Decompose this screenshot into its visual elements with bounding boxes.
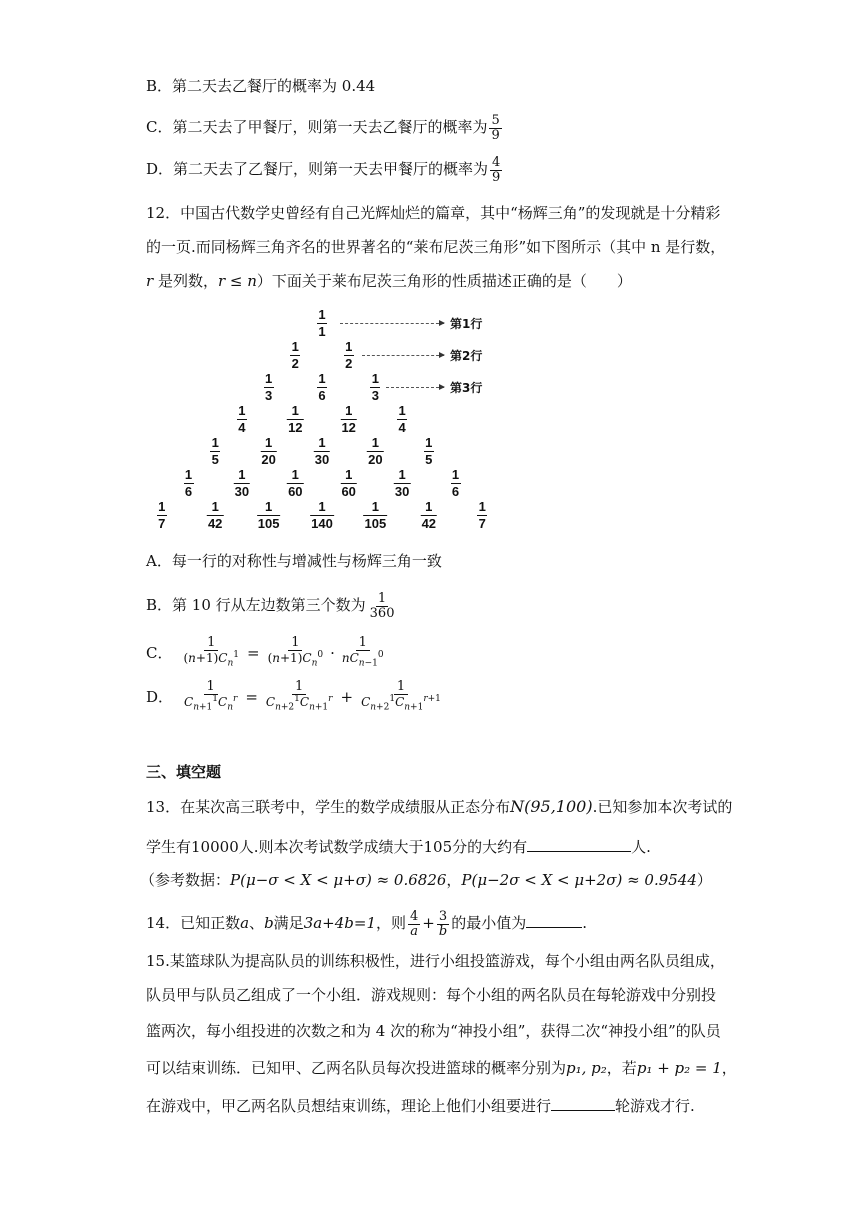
triangle-entry-r4-c1: 1 4 bbox=[238, 403, 246, 436]
q15-line-1: 15.某篮球队为提高队员的训练积极性，进行小组投篮游戏，每个小组由两名队员组成， bbox=[146, 952, 725, 970]
triangle-entry-r7-c3: 1 105 bbox=[257, 499, 280, 532]
q11-option-d-text: D．第二天去了乙餐厅，则第一天去甲餐厅的概率为 bbox=[146, 160, 489, 179]
triangle-entry-r3-c1: 1 3 bbox=[264, 371, 273, 404]
q15-line-2: 队员甲与队员乙组成了一个小组．游戏规则：每个小组的两名队员在每轮游戏中分别投 bbox=[146, 986, 717, 1004]
row-3-leader-arrow bbox=[386, 387, 444, 388]
q12-option-b: B．第 10 行从左边数第三个数为 $\frac{1}{360}$ bbox=[146, 591, 395, 621]
q13-answer-blank[interactable] bbox=[527, 837, 631, 852]
triangle-entry-r7-c7: 1 7 bbox=[478, 499, 486, 532]
triangle-entry-r6-c6: 1 6 bbox=[451, 467, 460, 500]
q13-line-1: 13．在某次高三联考中，学生的数学成绩服从正态分布N(95,100).已知参加本次考试的 bbox=[146, 797, 733, 816]
row-1-leader-arrow bbox=[340, 323, 444, 324]
q12-option-d: D． $\frac{1}{C_{n+1}^1C_n^r}$ = $\frac{1}{C_{n+2}^1C_{n+1}^r}$ + $\frac{1}{C_{n+2}^1C_{n+1}^{r+1}}$ bbox=[146, 679, 441, 713]
triangle-entry-r2-c2: 1 2 bbox=[345, 339, 353, 372]
q12-line-2: 的一页.而同杨辉三角齐名的世界著名的“莱布尼茨三角形”如下图所示（其中 n 是行数， bbox=[146, 238, 726, 256]
triangle-entry-r5-c2: 1 20 bbox=[261, 435, 276, 468]
triangle-entry-r7-c2: 1 42 bbox=[207, 499, 223, 532]
row-2-leader-arrow bbox=[362, 355, 444, 356]
q15-answer-blank[interactable] bbox=[551, 1096, 615, 1111]
q14-line: 14．已知正数a、b满足3a+4b=1，则 $\frac{4}{a}$ + $\frac{3}{b}$ 的最小值为 . bbox=[146, 909, 587, 939]
q15-line-5: 在游戏中，甲乙两名队员想结束训练，理论上他们小组要进行 轮游戏才行. bbox=[146, 1097, 695, 1115]
q12-option-a: A．每一行的对称性与增减性与杨辉三角一致 bbox=[146, 552, 442, 570]
q13-reference: （参考数据：P(μ−σ < X < μ+σ) ≈ 0.6826，P(μ−2σ < X < μ+2σ) ≈ 0.9544） bbox=[140, 871, 712, 889]
triangle-entry-r6-c1: 1 6 bbox=[184, 467, 193, 500]
q11-option-c-text: C．第二天去了甲餐厅，则第一天去乙餐厅的概率为 bbox=[146, 118, 488, 137]
q11-option-d-fraction: $\frac{4}{9}$ bbox=[492, 155, 501, 185]
triangle-entry-r6-c4: 1 60 bbox=[341, 467, 356, 500]
section-title: 三、填空题 bbox=[146, 763, 222, 781]
q11-option-b: B．第二天去乙餐厅的概率为 0.44 bbox=[146, 77, 376, 95]
triangle-entry-r7-c1: 1 7 bbox=[158, 499, 166, 532]
q12-line-3: r 是列数，r ≤ n）下面关于莱布尼茨三角形的性质描述正确的是（ ） bbox=[146, 272, 632, 290]
triangle-entry-r6-c3: 1 60 bbox=[288, 467, 303, 500]
triangle-entry-r3-c3: 1 3 bbox=[371, 371, 379, 404]
q15-line-3: 篮两次，每小组投进的次数之和为 4 次的称为“神投小组”，获得二次“神投小组”的队员 bbox=[146, 1022, 721, 1040]
triangle-entry-r4-c2: 1 12 bbox=[288, 403, 303, 436]
q13-line-2: 学生有10000人.则本次考试数学成绩大于105分的大约有 人. bbox=[146, 838, 651, 856]
triangle-entry-r3-c2: 1 6 bbox=[318, 371, 326, 404]
triangle-entry-r6-c5: 1 30 bbox=[394, 467, 410, 500]
q15-line-4: 可以结束训练．已知甲、乙两名队员每次投进篮球的概率分别为p₁, p₂，若p₁ + p₂ = 1， bbox=[146, 1059, 737, 1077]
triangle-entry-r1-c1: 1 1 bbox=[318, 307, 326, 340]
triangle-entry-r4-c3: 1 12 bbox=[341, 403, 356, 436]
triangle-entry-r7-c6: 1 42 bbox=[421, 499, 437, 532]
row-1-label: 第1行 bbox=[450, 317, 483, 331]
triangle-entry-r5-c5: 1 5 bbox=[425, 435, 433, 468]
triangle-entry-r6-c2: 1 30 bbox=[234, 467, 250, 500]
triangle-entry-r7-c4: 1 140 bbox=[311, 499, 333, 532]
q11-option-c-fraction: $\frac{5}{9}$ bbox=[491, 113, 500, 143]
q12-option-b-fraction: $\frac{1}{360}$ bbox=[369, 591, 395, 621]
triangle-entry-r4-c4: 1 4 bbox=[398, 403, 406, 436]
row-3-label: 第3行 bbox=[450, 381, 483, 395]
q14-answer-blank[interactable] bbox=[526, 913, 582, 928]
triangle-entry-r5-c3: 1 30 bbox=[314, 435, 330, 468]
triangle-entry-r5-c1: 1 5 bbox=[211, 435, 219, 468]
triangle-entry-r5-c4: 1 20 bbox=[368, 435, 383, 468]
q12-line-1: 12．中国古代数学史曾经有自己光辉灿烂的篇章，其中“杨辉三角”的发现就是十分精彩 bbox=[146, 204, 721, 222]
q11-option-c bbox=[146, 114, 504, 142]
q12-option-c: C． $\frac{1}{(n+1)C_n^1}$ = $\frac{1}{(n+1)C_n^0}$ · $\frac{1}{nC_{n-1}^0}$ bbox=[146, 635, 384, 669]
row-2-label: 第2行 bbox=[450, 349, 483, 363]
triangle-entry-r2-c1: 1 2 bbox=[291, 339, 299, 372]
triangle-entry-r7-c5: 1 105 bbox=[364, 499, 387, 532]
q11-option-d bbox=[146, 156, 504, 184]
